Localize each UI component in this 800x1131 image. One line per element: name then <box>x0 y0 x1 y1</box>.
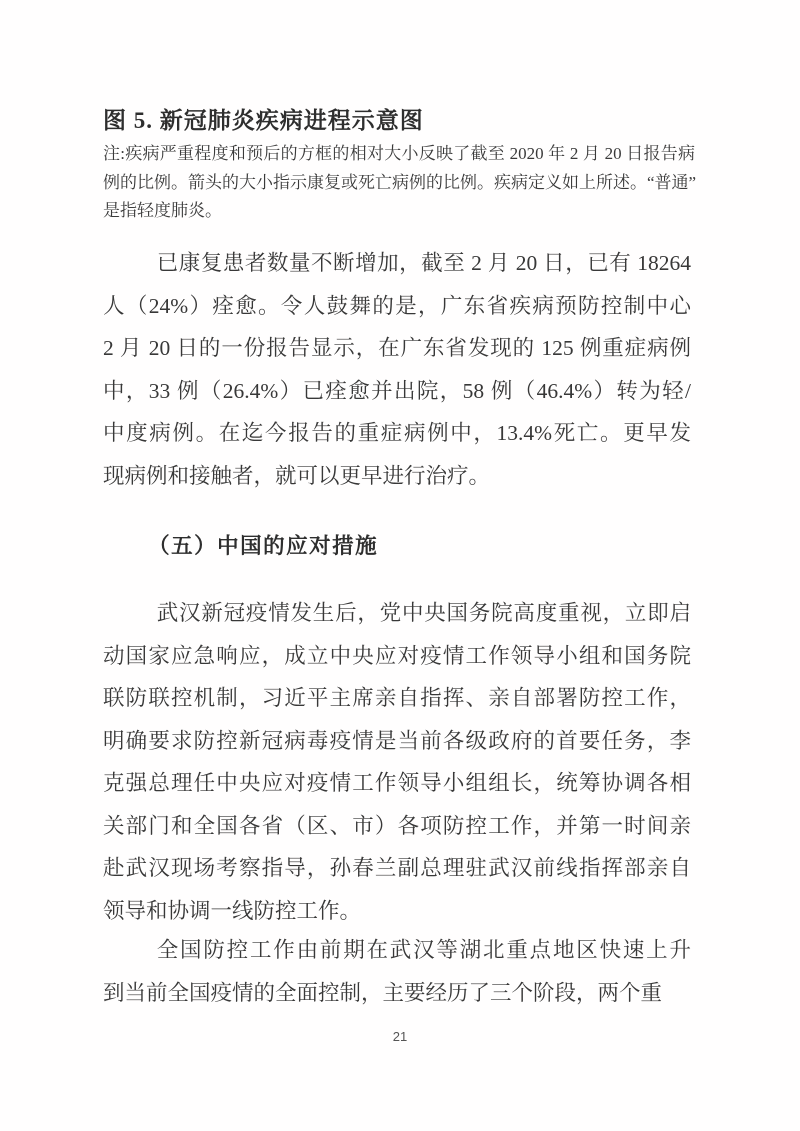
text-line: 例的比例。箭头的大小指示康复或死亡病例的比例。疾病定义如上所述。“普通” <box>103 172 697 192</box>
text-line: 联防联控机制，习近平主席亲自指挥、亲自部署防控工作， <box>103 686 691 710</box>
text-line: 领导和协调一线防控工作。 <box>103 898 362 923</box>
text-line: 明确要求防控新冠病毒疫情是当前各级政府的首要任务，李 <box>103 728 691 753</box>
paragraph-recovery-statistics <box>103 242 691 497</box>
figure-caption-note <box>103 140 695 226</box>
text-line: 已康复患者数量不断增加，截至 2 月 20 日，已有 18264 <box>156 251 691 275</box>
paragraph-control-stages <box>103 929 691 1014</box>
text-line: 注:疾病严重程度和预后的方框的相对大小反映了截至 2020 年 2 月 20 日报告病 <box>103 144 695 163</box>
page-number: 21 <box>392 1029 408 1044</box>
text-line: 现病例和接触者，就可以更早进行治疗。 <box>103 463 491 488</box>
text-line: 中，33 例（26.4%）已痊愈并出院，58 例（46.4%）转为轻/ <box>103 378 691 403</box>
text-line: 赴武汉现场考察指导，孙春兰副总理驻武汉前线指挥部亲自 <box>103 856 691 880</box>
paragraph-government-response <box>103 592 691 932</box>
text-line: 到当前全国疫情的全面控制，主要经历了三个阶段，两个重 <box>103 980 663 1005</box>
text-line: 人（24%）痊愈。令人鼓舞的是，广东省疾病预防控制中心 <box>103 293 691 318</box>
text-line: 武汉新冠疫情发生后，党中央国务院高度重视，立即启 <box>156 601 691 625</box>
text-line: 关部门和全国各省（区、市）各项防控工作，并第一时间亲 <box>103 813 691 838</box>
text-line: 全国防控工作由前期在武汉等湖北重点地区快速上升 <box>156 938 691 962</box>
text-line: 是指轻度肺炎。 <box>103 201 222 220</box>
figure-caption-title: 图 5. 新冠肺炎疾病进程示意图 <box>103 108 424 133</box>
text-line: 克强总理任中央应对疫情工作领导小组组长，统筹协调各相 <box>103 771 691 795</box>
text-line: 2 月 20 日的一份报告显示，在广东省发现的 125 例重症病例 <box>103 336 691 360</box>
text-line: 中度病例。在迄今报告的重症病例中，13.4%死亡。更早发 <box>103 421 691 445</box>
text-line: 动国家应急响应，成立中央应对疫情工作领导小组和国务院 <box>103 643 691 668</box>
section-heading-china-response: （五）中国的应对措施 <box>148 534 379 558</box>
